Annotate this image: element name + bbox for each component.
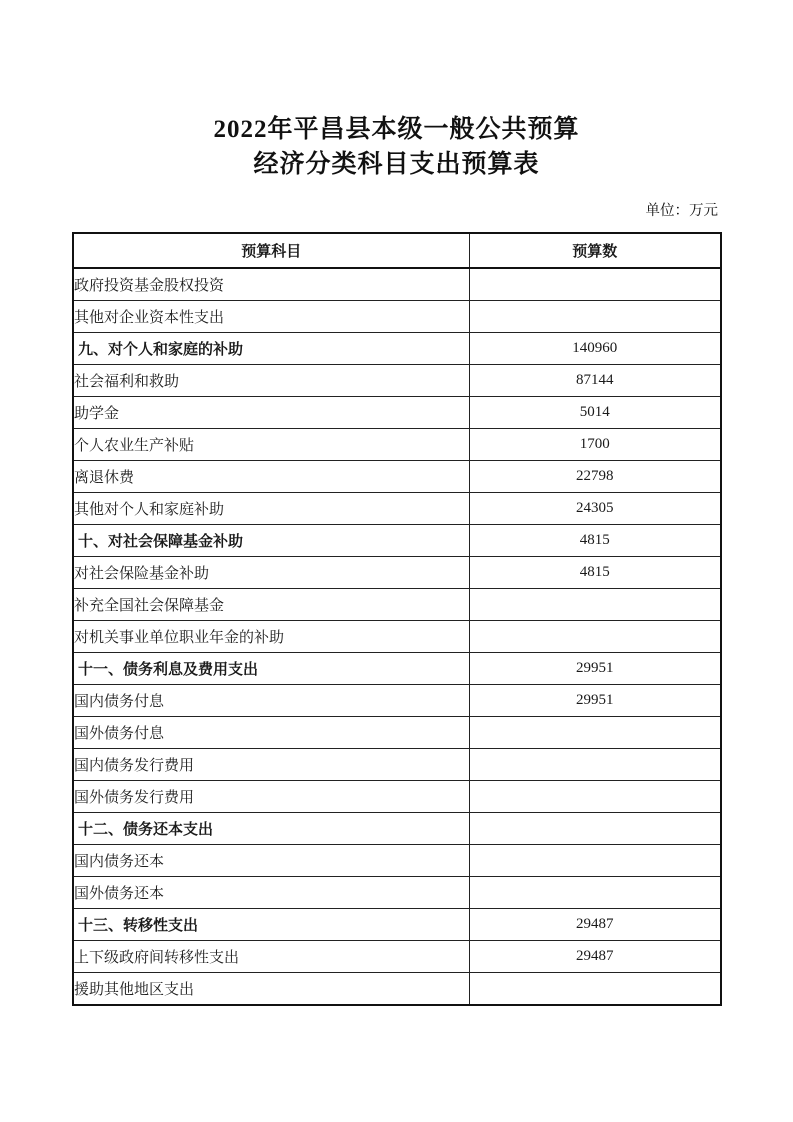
amount-cell: 5014: [469, 397, 721, 429]
subject-cell: 十二、债务还本支出: [73, 813, 469, 845]
subject-cell: 对社会保险基金补助: [73, 557, 469, 589]
subject-cell: 十一、债务利息及费用支出: [73, 653, 469, 685]
subject-cell: 十、对社会保障基金补助: [73, 525, 469, 557]
table-row: [73, 493, 721, 525]
budget-table: [72, 232, 722, 1006]
amount-cell: [469, 749, 721, 781]
table-row: [73, 813, 721, 845]
amount-cell: [469, 877, 721, 909]
amount-cell: [469, 268, 721, 301]
table-row: [73, 845, 721, 877]
amount-cell: [469, 781, 721, 813]
subject-cell: 助学金: [73, 397, 469, 429]
table-row: [73, 909, 721, 941]
table-row: [73, 717, 721, 749]
table-row: [73, 973, 721, 1006]
amount-cell: [469, 973, 721, 1006]
subject-cell: 上下级政府间转移性支出: [73, 941, 469, 973]
amount-cell: 29487: [469, 941, 721, 973]
subject-cell: 援助其他地区支出: [73, 973, 469, 1006]
amount-cell: [469, 845, 721, 877]
page-title-line2: 经济分类科目支出预算表: [253, 151, 540, 178]
amount-cell: 24305: [469, 493, 721, 525]
subject-cell: 补充全国社会保障基金: [73, 589, 469, 621]
page-title: [0, 112, 793, 182]
subject-cell: 离退休费: [73, 461, 469, 493]
subject-cell: 个人农业生产补贴: [73, 429, 469, 461]
amount-cell: 29951: [469, 653, 721, 685]
subject-cell: 国内债务发行费用: [73, 749, 469, 781]
subject-cell: 对机关事业单位职业年金的补助: [73, 621, 469, 653]
table-row: [73, 781, 721, 813]
table-body: [73, 268, 721, 1005]
table-row: [73, 877, 721, 909]
table-row: [73, 941, 721, 973]
amount-cell: [469, 813, 721, 845]
table-row: [73, 525, 721, 557]
subject-cell: 九、对个人和家庭的补助: [73, 333, 469, 365]
subject-cell: 十三、转移性支出: [73, 909, 469, 941]
column-header-subject: 预算科目: [73, 233, 469, 268]
table-row: [73, 301, 721, 333]
subject-cell: 其他对企业资本性支出: [73, 301, 469, 333]
amount-cell: 29487: [469, 909, 721, 941]
table-row: [73, 397, 721, 429]
unit-label: 单位：万元: [645, 203, 718, 219]
amount-cell: 29951: [469, 685, 721, 717]
amount-cell: [469, 589, 721, 621]
amount-cell: 1700: [469, 429, 721, 461]
table-row: [73, 589, 721, 621]
table-row: [73, 429, 721, 461]
table-row: [73, 557, 721, 589]
subject-cell: 国内债务付息: [73, 685, 469, 717]
table-row: [73, 333, 721, 365]
table-row: [73, 685, 721, 717]
table-header-row: [73, 233, 721, 268]
subject-cell: 其他对个人和家庭补助: [73, 493, 469, 525]
subject-cell: 国内债务还本: [73, 845, 469, 877]
subject-cell: 政府投资基金股权投资: [73, 268, 469, 301]
subject-cell: 国外债务发行费用: [73, 781, 469, 813]
column-header-amount: 预算数: [469, 233, 721, 268]
table-row: [73, 268, 721, 301]
table-row: [73, 621, 721, 653]
table-row: [73, 365, 721, 397]
subject-cell: 社会福利和救助: [73, 365, 469, 397]
amount-cell: 22798: [469, 461, 721, 493]
amount-cell: 4815: [469, 525, 721, 557]
page-title-line1: 2022年平昌县本级一般公共预算: [213, 116, 580, 143]
amount-cell: [469, 621, 721, 653]
amount-cell: 87144: [469, 365, 721, 397]
amount-cell: 4815: [469, 557, 721, 589]
table-row: [73, 749, 721, 781]
amount-cell: [469, 717, 721, 749]
subject-cell: 国外债务付息: [73, 717, 469, 749]
table-row: [73, 461, 721, 493]
subject-cell: 国外债务还本: [73, 877, 469, 909]
amount-cell: [469, 301, 721, 333]
table-row: [73, 653, 721, 685]
amount-cell: 140960: [469, 333, 721, 365]
